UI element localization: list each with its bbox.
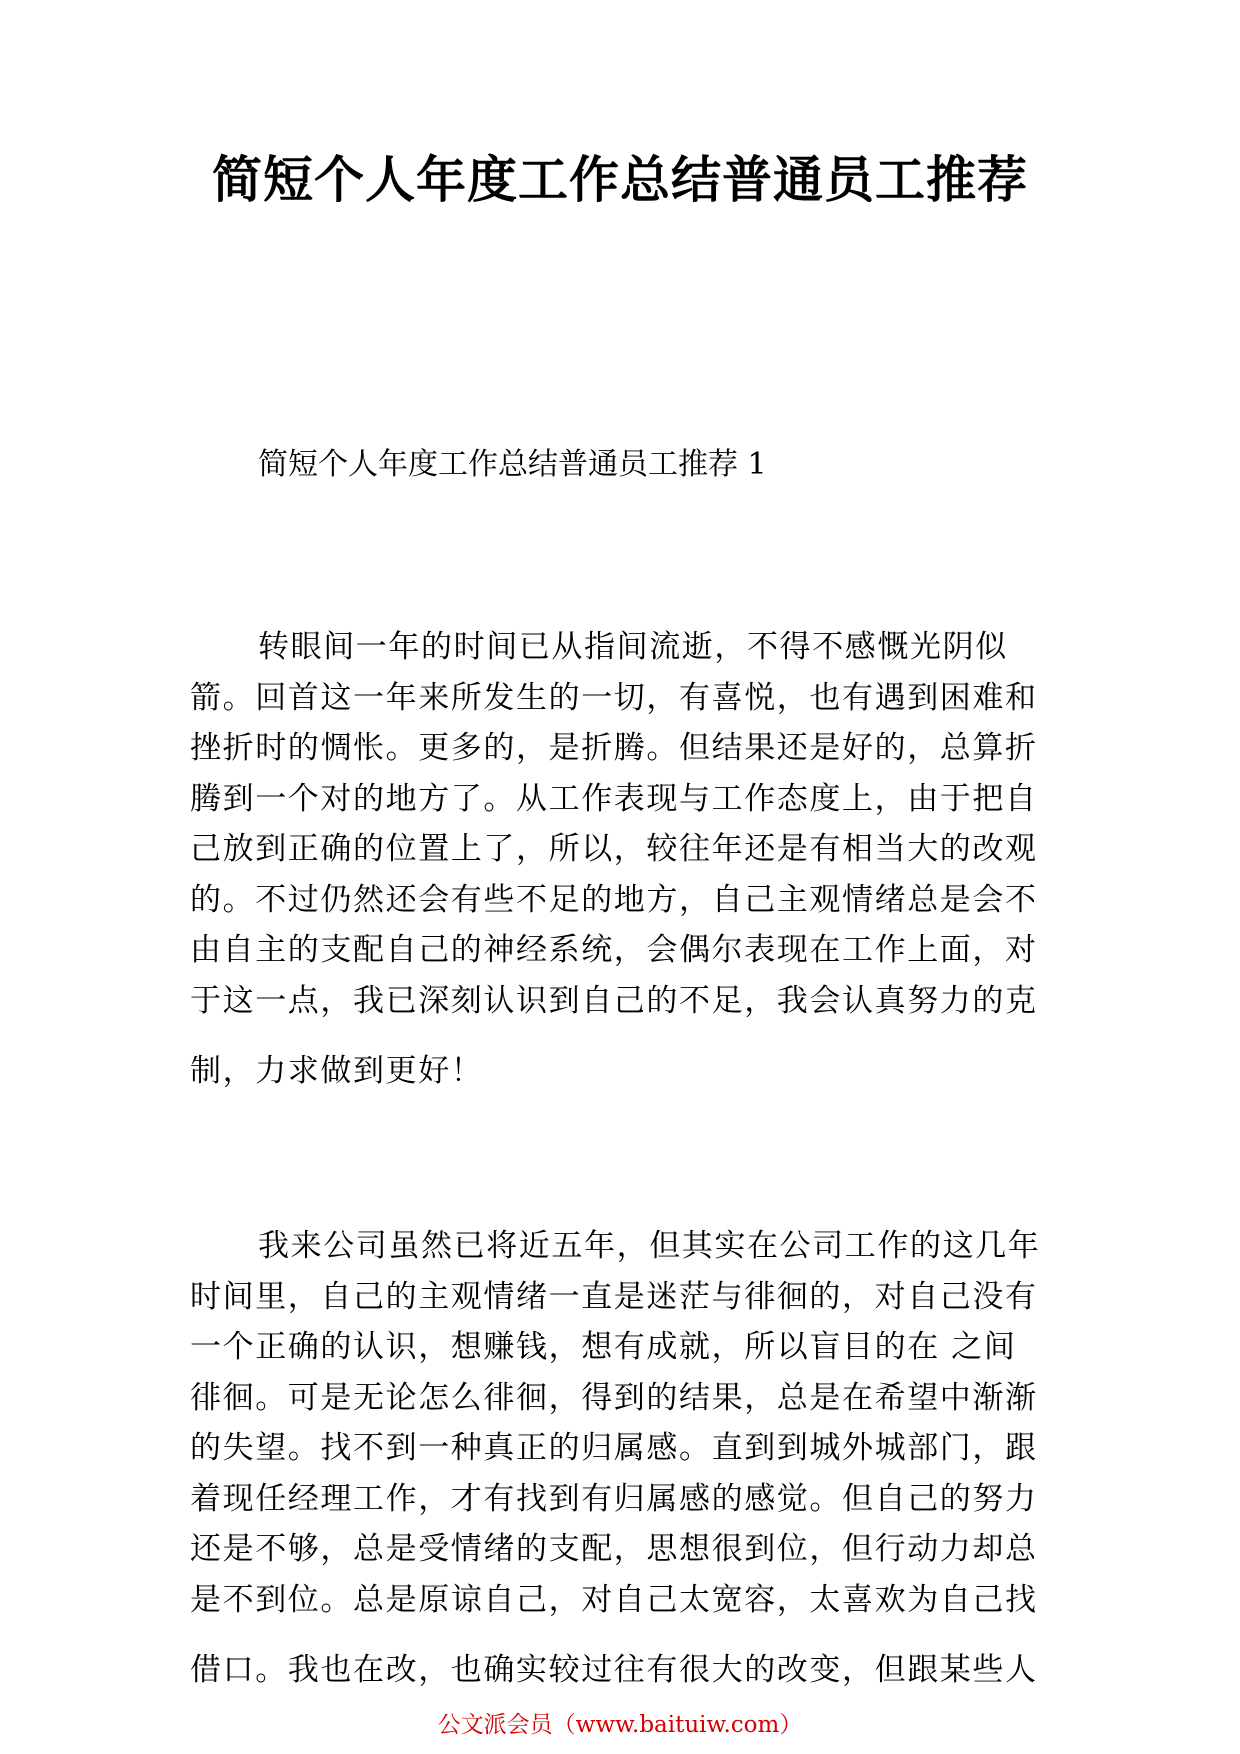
paragraph-line: 还是不够，总是受情绪的支配，思想很到位，但行动力却总 (190, 1531, 1038, 1567)
paragraph-line: 一个正确的认识，想赚钱，想有成就，所以盲目的在 之间 (190, 1329, 1017, 1365)
paragraph-line: 转眼间一年的时间已从指间流逝，不得不感慨光阴似 (258, 629, 1008, 665)
paragraph-line: 着现任经理工作，才有找到有归属感的感觉。但自己的努力 (190, 1480, 1038, 1517)
paragraph-line: 我来公司虽然已将近五年，但其实在公司工作的这几年 (258, 1228, 1041, 1264)
paragraph-line: 徘徊。可是无论怎么徘徊，得到的结果，总是在希望中渐渐 (190, 1379, 1038, 1416)
paragraph-line: 腾到一个对的地方了。从工作表现与工作态度上，由于把自 (190, 780, 1038, 817)
paragraph-line: 的失望。找不到一种真正的归属感。直到到城外城部门，跟 (190, 1430, 1038, 1466)
paragraph-line: 的。不过仍然还会有些不足的地方，自己主观情绪总是会不 (190, 881, 1038, 918)
paragraph-line: 己放到正确的位置上了，所以，较往年还是有相当大的改观 (190, 831, 1038, 867)
paragraph-line: 于这一点，我已深刻认识到自己的不足，我会认真努力的克 (190, 982, 1038, 1019)
paragraph-line: 箭。回首这一年来所发生的一切，有喜悦，也有遇到困难和 (190, 679, 1038, 716)
paragraph-line: 挫折时的惆怅。更多的，是折腾。但结果还是好的，总算折 (190, 730, 1038, 766)
document-title: 简短个人年度工作总结普通员工推荐 (212, 151, 1028, 209)
paragraph-line: 借口。我也在改，也确实较过往有很大的改变，但跟某些人 (190, 1652, 1038, 1688)
body-paragraph-2 (190, 1221, 1050, 1696)
paragraph-line: 由自主的支配自己的神经系统，会偶尔表现在工作上面，对 (190, 932, 1038, 968)
footer-membership-link[interactable]: 公文派会员（www.baituiw.com） (437, 1712, 803, 1738)
section-heading: 简短个人年度工作总结普通员工推荐 1 (258, 447, 767, 482)
body-paragraph-1 (190, 622, 1050, 1097)
paragraph-line: 时间里，自己的主观情绪一直是迷茫与徘徊的，对自己没有 (190, 1278, 1038, 1315)
paragraph-line: 制，力求做到更好！ (190, 1053, 484, 1089)
paragraph-line: 是不到位。总是原谅自己，对自己太宽容，太喜欢为自己找 (190, 1581, 1038, 1618)
